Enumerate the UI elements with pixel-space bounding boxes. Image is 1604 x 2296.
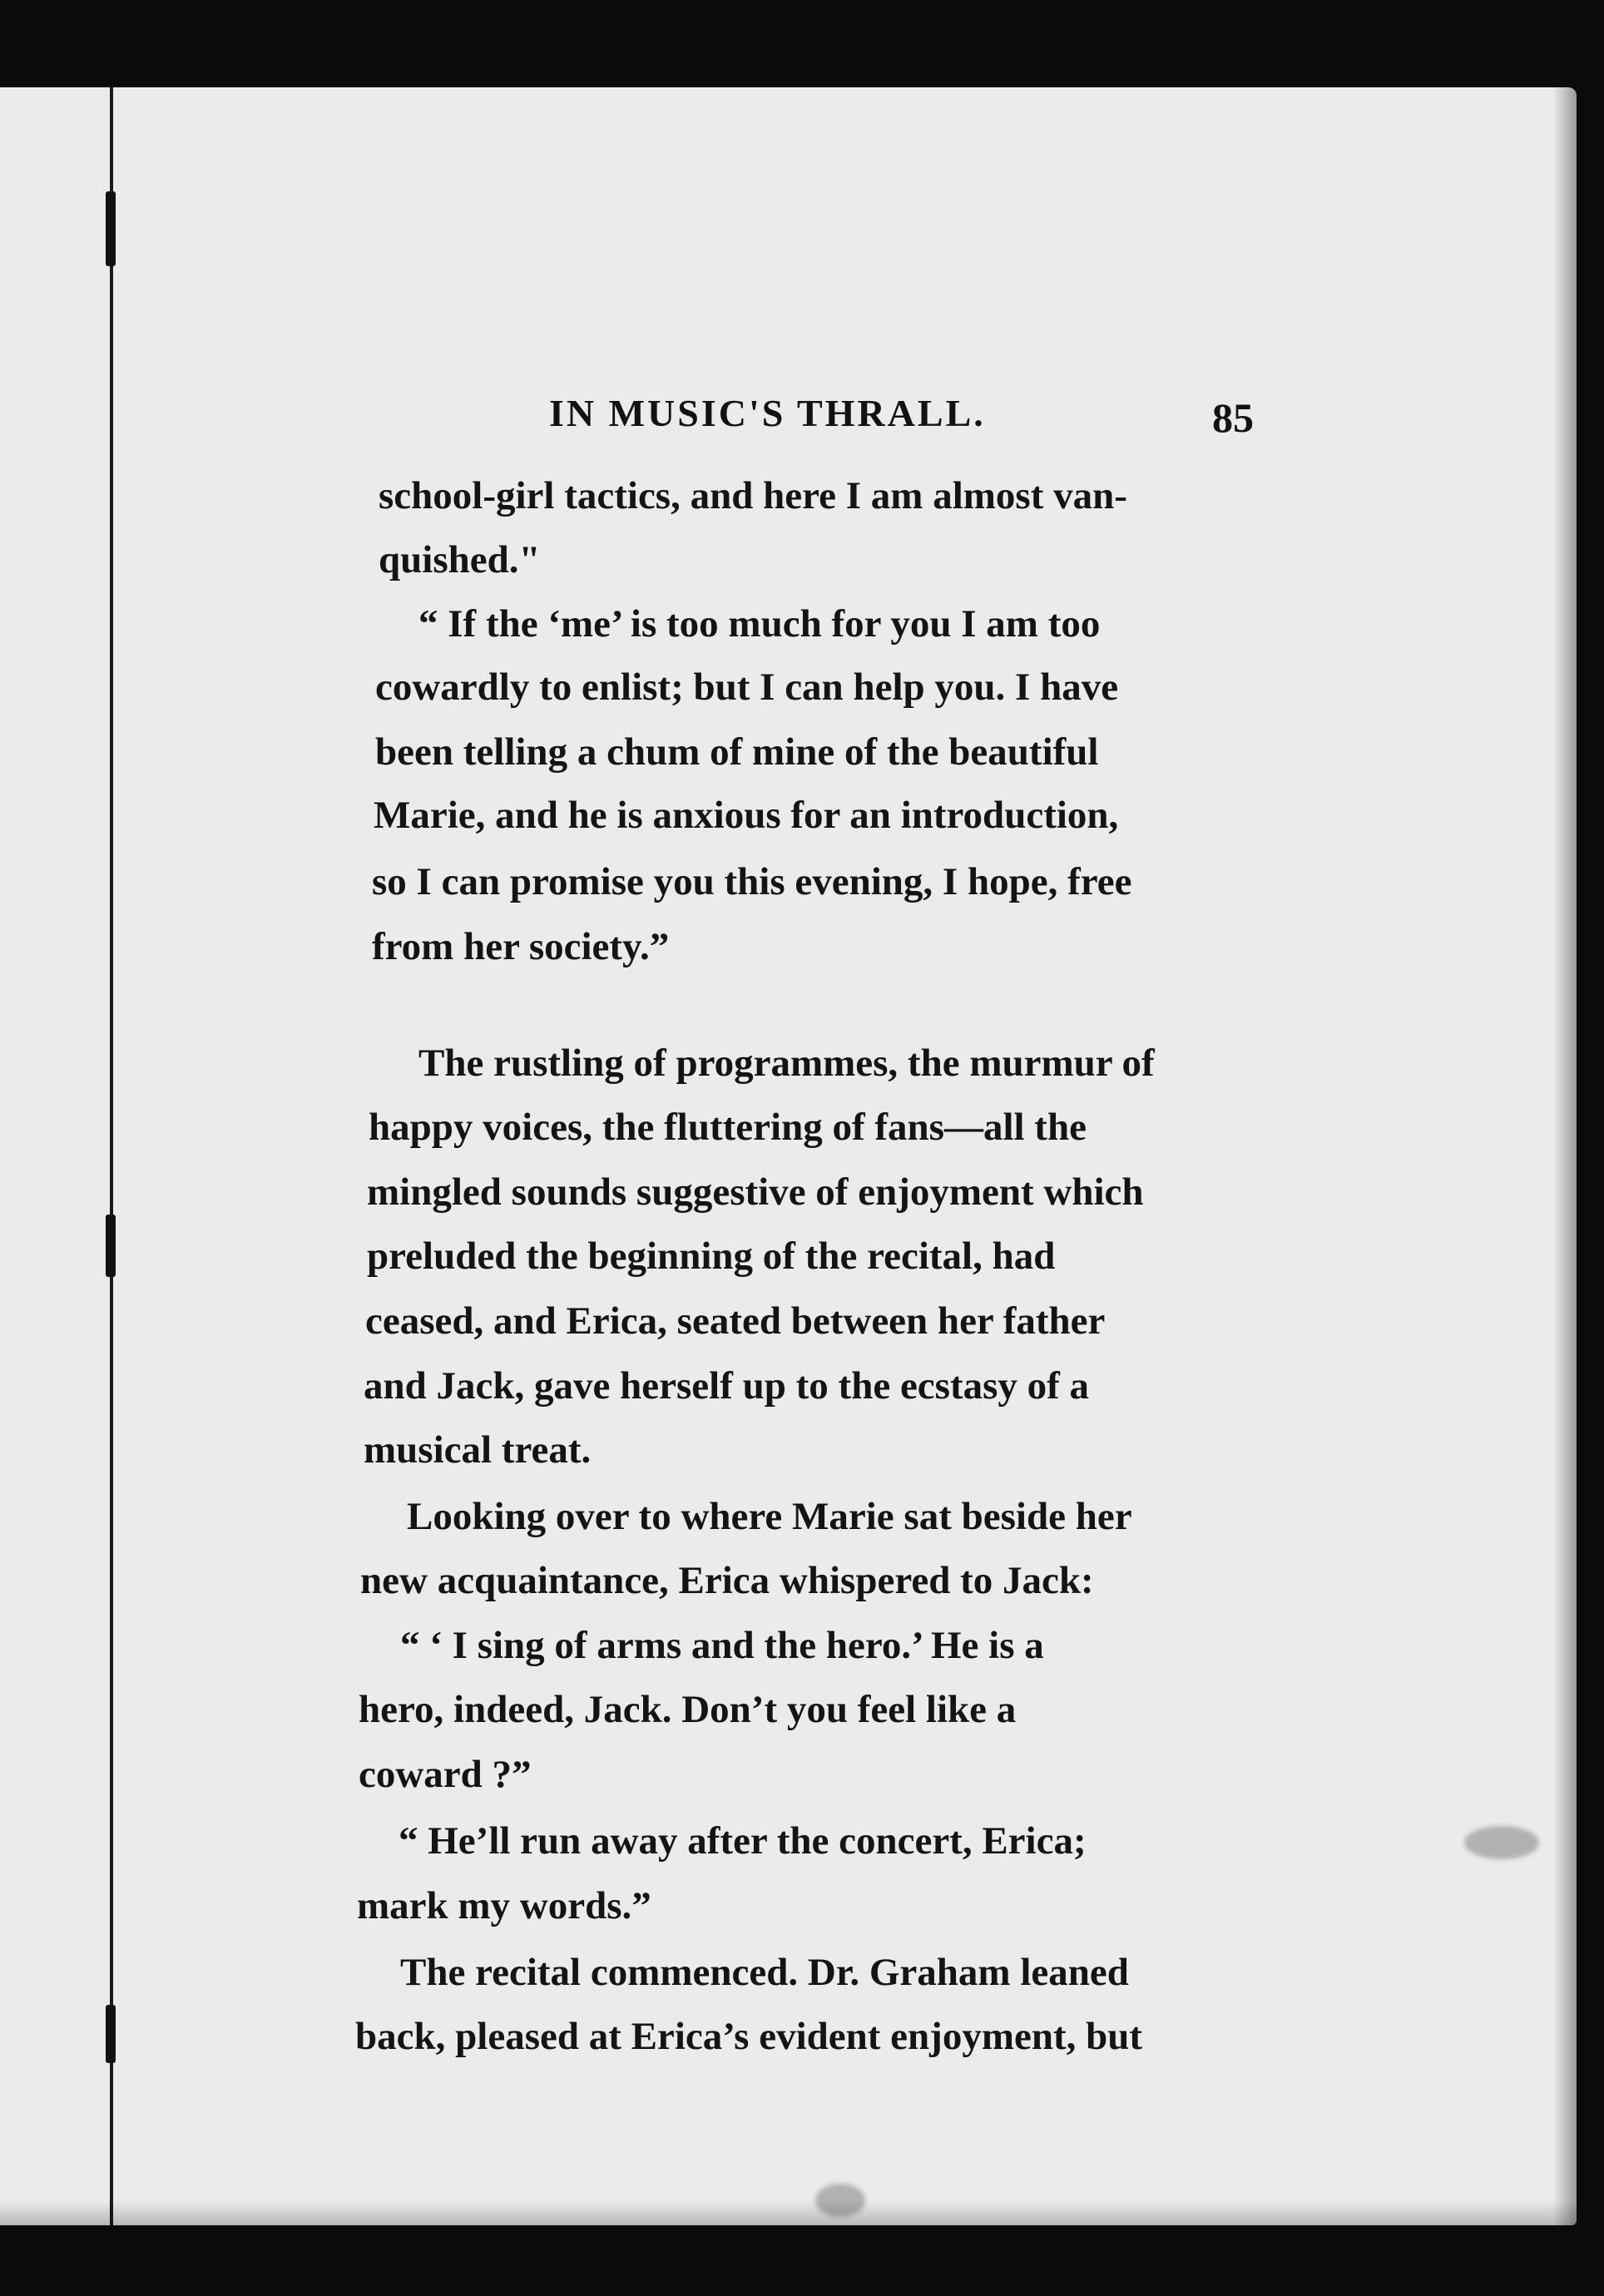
text-line: mark my words.”: [357, 1884, 651, 1927]
page-edge-shadow: [1553, 87, 1577, 2225]
text-line: school-girl tactics, and here I am almost van-: [379, 474, 1127, 517]
text-line: “ He’ll run away after the concert, Erica;: [399, 1819, 1087, 1863]
text-line: “ ‘ I sing of arms and the hero.’ He is a: [400, 1624, 1044, 1667]
text-line: The rustling of programmes, the murmur of: [418, 1042, 1155, 1085]
text-line: happy voices, the fluttering of fans—all the: [369, 1106, 1087, 1149]
text-line: The recital commenced. Dr. Graham leaned: [400, 1951, 1129, 1994]
text-line: mingled sounds suggestive of enjoyment which: [367, 1170, 1144, 1214]
text-line: ceased, and Erica, seated between her father: [365, 1299, 1106, 1343]
text-line: Looking over to where Marie sat beside her: [407, 1495, 1132, 1538]
gutter-mark: [106, 191, 116, 266]
text-line: preluded the beginning of the recital, had: [367, 1235, 1056, 1278]
text-line: hero, indeed, Jack. Don’t you feel like a: [359, 1688, 1017, 1731]
text-line: been telling a chum of mine of the beautiful: [375, 730, 1099, 774]
text-line: new acquaintance, Erica whispered to Jack:: [360, 1559, 1094, 1602]
text-line: back, pleased at Erica’s evident enjoyment, but: [355, 2015, 1143, 2058]
text-line: and Jack, gave herself up to the ecstasy of a: [364, 1364, 1090, 1408]
gutter-mark: [106, 2005, 116, 2063]
text-line: Marie, and he is anxious for an introduction,: [374, 794, 1119, 837]
page-smudge: [1464, 1826, 1539, 1859]
text-line: coward ?”: [359, 1753, 532, 1796]
book-page: [0, 87, 1577, 2225]
running-head: IN MUSIC'S THRALL.: [549, 392, 986, 434]
text-line: musical treat.: [364, 1428, 592, 1472]
text-line: quished.": [379, 538, 541, 581]
page-number: 85: [1212, 394, 1254, 441]
text-line: cowardly to enlist; but I can help you. I have: [375, 666, 1119, 709]
text-line: “ If the ‘me’ is too much for you I am too: [418, 602, 1101, 646]
text-line: from her society.”: [372, 925, 670, 968]
page-bottom-shadow: [0, 2200, 1577, 2225]
gutter-line: [110, 87, 113, 2225]
gutter-mark: [106, 1215, 116, 1277]
text-line: so I can promise you this evening, I hope, free: [372, 860, 1132, 903]
